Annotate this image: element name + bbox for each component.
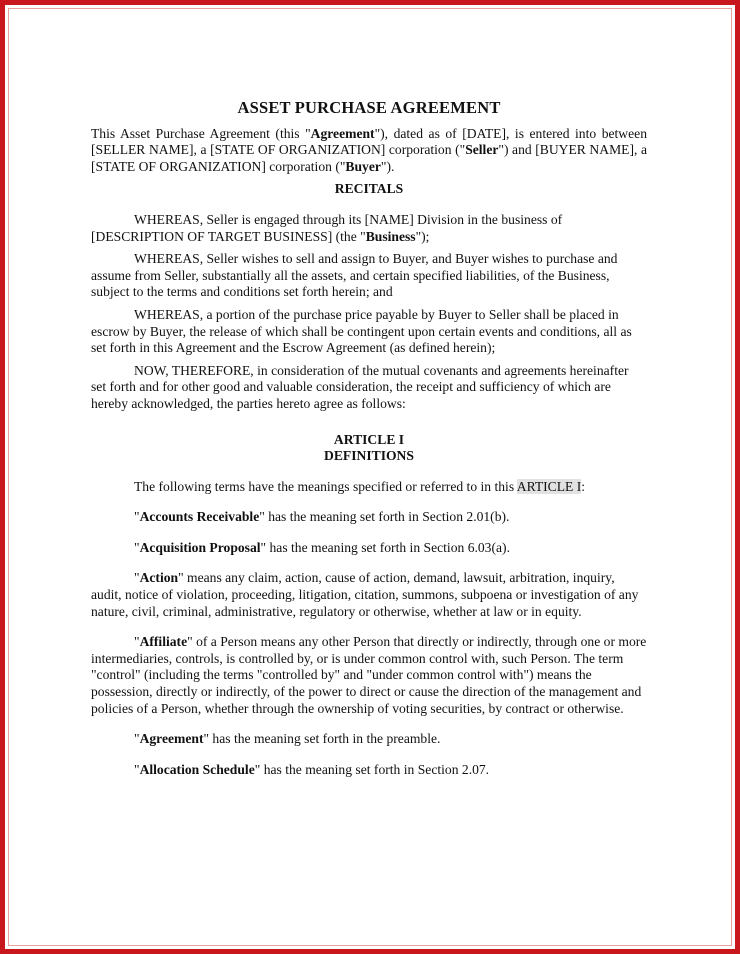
recital-business: WHEREAS, Seller is engaged through its [NAME] Division in the business of [DESCRIPTION OF TARGET BUSINESS] (the "Business"); [91, 211, 563, 244]
definition-acquisition-proposal: "Acquisition Proposal" has the meaning set forth in Section 6.03(a). [134, 539, 510, 555]
document-title: ASSET PURCHASE AGREEMENT [237, 98, 501, 117]
definition-agreement: "Agreement" has the meaning set forth in the preamble. [134, 731, 441, 747]
definition-affiliate: "Affiliate" of a Person means any other Person that directly or indirectly, through one or more intermediaries, controls, is controlled by, or is under common control with, such Person. The term "control" (including the terms "controlled by" and "under common control with") means the possession, directly or indirectly, of the power to direct or cause the direction of the management and policies of a Person, whether through the ownership of voting securities, by contract or otherwise. [91, 634, 647, 716]
definitions-intro: The following terms have the meanings specified or referred to in this ARTICLE I: [134, 478, 586, 494]
recital-now-therefore: NOW, THEREFORE, in consideration of the mutual covenants and agreements hereinafter set forth and for other good and valuable consideration, the receipt and sufficiency of which are hereby acknowledged, the parties hereto agree as follows: [91, 362, 629, 411]
article-number: ARTICLE I [333, 431, 405, 447]
definition-accounts-receivable: "Accounts Receivable" has the meaning set forth in Section 2.01(b). [134, 509, 510, 525]
definition-allocation-schedule: "Allocation Schedule" has the meaning set forth in Section 2.07. [134, 761, 490, 777]
recitals-heading: RECITALS [334, 181, 404, 197]
intro-paragraph: This Asset Purchase Agreement (this "Agreement"), dated as of [DATE], is entered into between [SELLER NAME], a [STATE OF ORGANIZATION] corporation ("Seller") and [BUYER NAME], a [STATE OF ORGANIZATION] corporation ("Buyer"). [91, 125, 647, 174]
recital-escrow: WHEREAS, a portion of the purchase price payable by Buyer to Seller shall be placed in escrow by Buyer, the release of which shall be contingent upon certain events and conditions, all as set forth in this Agreement and the Escrow Agreement (as defined herein); [91, 306, 632, 356]
document-page [91, 100, 647, 778]
recital-sale: WHEREAS, Seller wishes to sell and assign to Buyer, and Buyer wishes to purchase and assume from Seller, substantially all the assets, and certain specified liabilities, of the Business, subject to the terms and conditions set forth herein; and [91, 251, 618, 300]
article-reference-link[interactable]: ARTICLE I [516, 478, 582, 494]
definition-action: "Action" means any claim, action, cause of action, demand, lawsuit, arbitration, inquiry, audit, notice of violation, proceeding, litigation, citation, summons, subpoena or investigation of any nature, civil, criminal, administrative, regulatory or otherwise, whether at law or in equity. [91, 570, 639, 619]
article-name: DEFINITIONS [324, 448, 414, 464]
